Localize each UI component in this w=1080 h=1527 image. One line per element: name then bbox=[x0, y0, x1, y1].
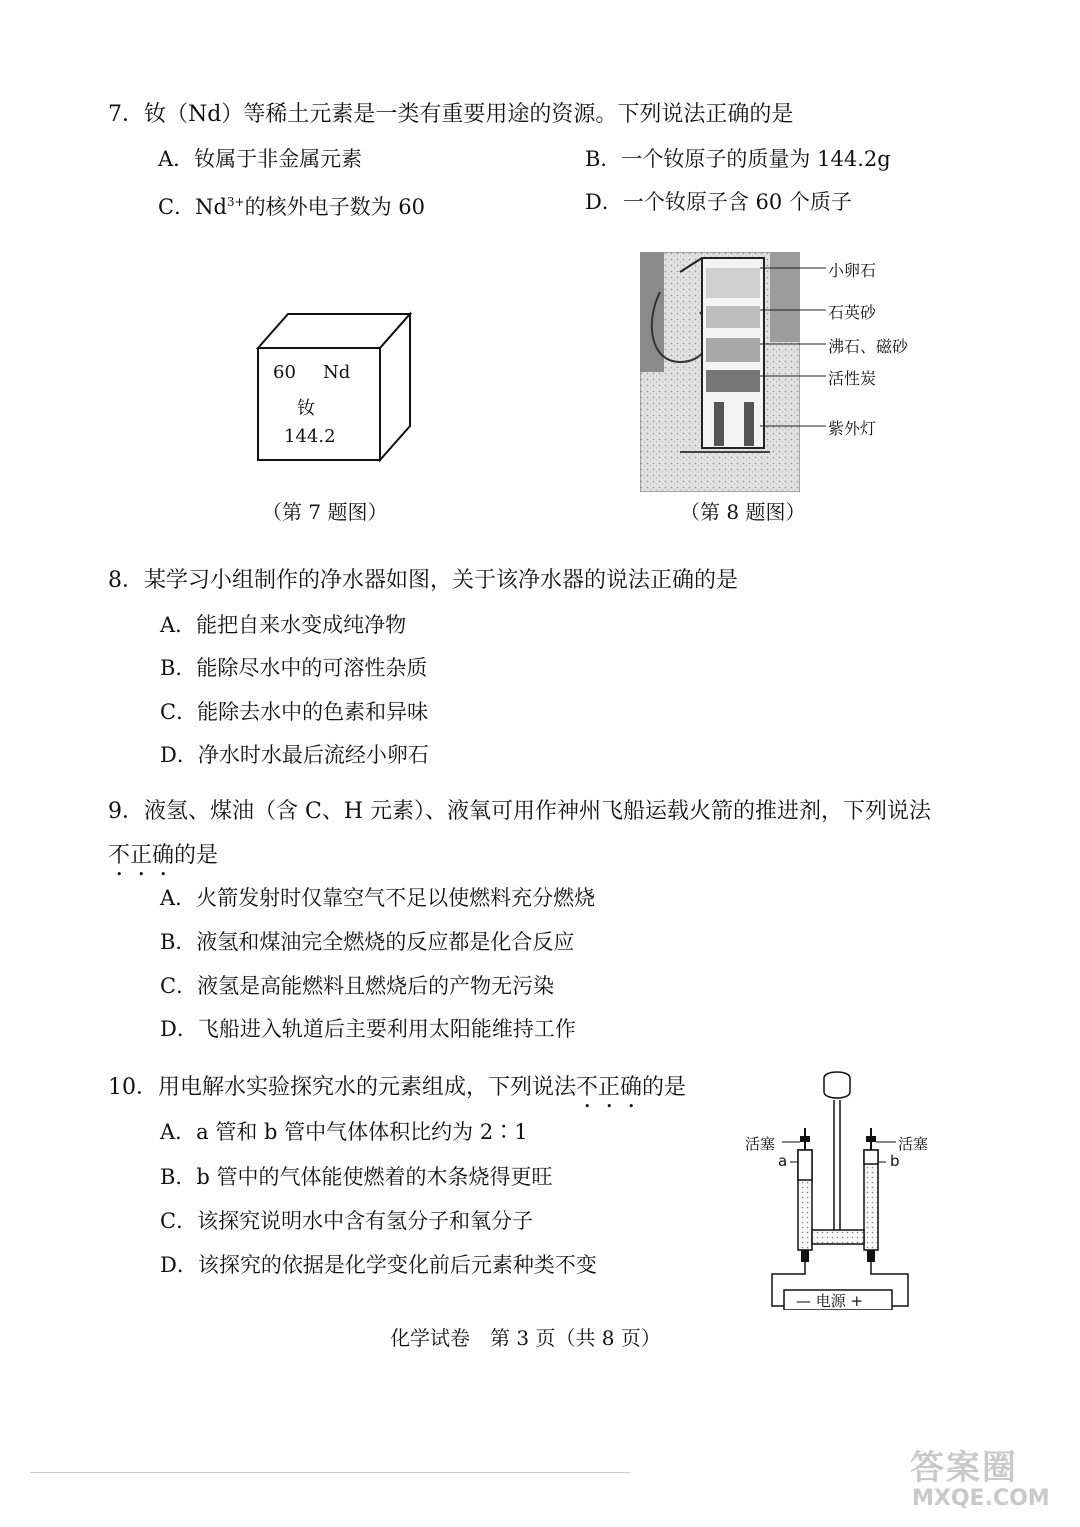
q7-figure-caption: （第 7 题图） bbox=[262, 500, 388, 524]
q9-option-d: D．飞船进入轨道后主要利用太阳能维持工作 bbox=[160, 1017, 576, 1041]
q8-option-d: D．净水时水最后流经小卵石 bbox=[160, 743, 429, 767]
q9-stem-end: 的是 bbox=[174, 843, 219, 868]
q7-option-c-superscript: 3+ bbox=[226, 195, 245, 209]
q7-option-c-prefix: C．Nd bbox=[158, 195, 227, 219]
q7-option-b: B．一个钕原子的质量为 144.2g bbox=[585, 147, 891, 171]
q8-option-b: B．能除尽水中的可溶性杂质 bbox=[160, 656, 428, 680]
q9-stem-line2 bbox=[108, 841, 218, 881]
q10-option-d: D．该探究的依据是化学变化前后元素种类不变 bbox=[160, 1253, 597, 1277]
q8-label-leaders bbox=[760, 258, 830, 438]
q7-option-c-rest: 的核外电子数为 60 bbox=[244, 195, 425, 219]
q9-option-c: C．液氢是高能燃料且燃烧后的产物无污染 bbox=[160, 974, 555, 998]
page-footer: 化学试卷 第 3 页（共 8 页） bbox=[390, 1326, 661, 1350]
q10-stem-start: 10．用电解水实验探究水的元素组成，下列说法 bbox=[108, 1075, 576, 1100]
q10-option-c: C．该探究说明水中含有氢分子和氧分子 bbox=[160, 1209, 534, 1233]
q7-stem: 7．钕（Nd）等稀土元素是一类有重要用途的资源。下列说法正确的是 bbox=[108, 102, 794, 127]
q10-left-valve-label: 活塞 bbox=[745, 1135, 776, 1153]
q7-option-a: A．钕属于非金属元素 bbox=[158, 147, 363, 171]
q7-element-symbol: Nd bbox=[323, 362, 351, 383]
q10-tube-a-label: a bbox=[778, 1152, 788, 1170]
q9-emphasis: 不正确 bbox=[108, 843, 175, 868]
q10-option-a: A．a 管和 b 管中气体体积比约为 2∶1 bbox=[160, 1120, 528, 1144]
q9-stem: 9．液氢、煤油（含 C、H 元素）、液氧可用作神州飞船运载火箭的推进剂，下列说法 bbox=[108, 799, 932, 824]
q7-option-c bbox=[158, 187, 425, 222]
q10-power-supply-label: — 电源 + bbox=[796, 1292, 864, 1310]
q8-figure-caption: （第 8 题图） bbox=[680, 500, 806, 524]
q7-option-d: D．一个钕原子含 60 个质子 bbox=[585, 190, 852, 214]
q10-emphasis: 不正确 bbox=[576, 1075, 643, 1100]
q9-option-b: B．液氢和煤油完全燃烧的反应都是化合反应 bbox=[160, 930, 575, 954]
q10-tube-b-label: b bbox=[890, 1152, 900, 1170]
watermark-logo: 答案圈 bbox=[910, 1448, 1018, 1488]
q7-atomic-mass: 144.2 bbox=[284, 426, 336, 447]
q7-element-name: 钕 bbox=[297, 398, 315, 419]
watermark-url: MXQE.COM bbox=[912, 1486, 1050, 1511]
q10-electrolysis-apparatus bbox=[760, 1070, 930, 1310]
q10-right-valve-label: 活塞 bbox=[898, 1135, 929, 1153]
bottom-divider bbox=[30, 1472, 630, 1473]
q8-option-c: C．能除去水中的色素和异味 bbox=[160, 700, 429, 724]
q10-stem-end: 的是 bbox=[642, 1075, 687, 1100]
q8-option-a: A．能把自来水变成纯净物 bbox=[160, 613, 407, 637]
q10-option-b: B．b 管中的气体能使燃着的木条烧得更旺 bbox=[160, 1165, 553, 1189]
q10-stem bbox=[108, 1073, 686, 1113]
q9-option-a: A．火箭发射时仅靠空气不足以使燃料充分燃烧 bbox=[160, 886, 596, 910]
q8-label-activated-carbon: 活性炭 bbox=[828, 369, 877, 388]
q8-stem: 8．某学习小组制作的净水器如图，关于该净水器的说法正确的是 bbox=[108, 568, 738, 593]
q8-label-quartz-sand: 石英砂 bbox=[828, 303, 877, 322]
q8-label-uv-lamp: 紫外灯 bbox=[828, 419, 877, 438]
q8-label-zeolite: 沸石、磁砂 bbox=[828, 337, 909, 356]
q8-label-pebbles: 小卵石 bbox=[828, 261, 877, 280]
q7-atomic-number: 60 bbox=[273, 362, 296, 383]
